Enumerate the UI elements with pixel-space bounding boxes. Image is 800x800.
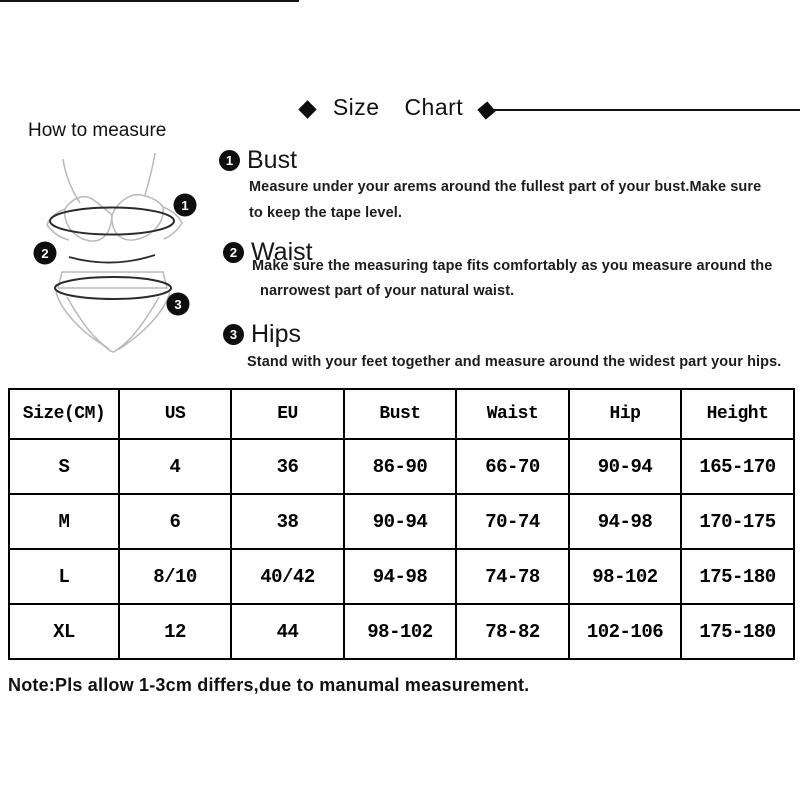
- table-cell: 6: [119, 494, 231, 549]
- table-cell: 175-180: [681, 604, 794, 659]
- diamond-ornament-left: [298, 100, 316, 118]
- section-bust-heading: [219, 146, 297, 175]
- bust-text-line1: Measure under your arems around the fullest part of your bust.Make sure: [249, 179, 762, 195]
- note-text: Note:Pls allow 1-3cm differs,due to manumal measurement.: [8, 675, 530, 695]
- section-bust-text: [249, 174, 761, 226]
- table-cell: 94-98: [344, 549, 456, 604]
- figure-badge-3-number: 3: [174, 297, 182, 312]
- table-cell: 90-94: [569, 439, 681, 494]
- waist-title: Waist: [251, 238, 313, 266]
- bikini-line-art: [47, 153, 182, 352]
- table-cell: 70-74: [456, 494, 569, 549]
- table-cell: 4: [119, 439, 231, 494]
- table-cell: 44: [231, 604, 344, 659]
- waist-text-line1: Make sure the measuring tape fits comfortably as you measure around the: [252, 258, 773, 274]
- table-cell: 74-78: [456, 549, 569, 604]
- size-table: [8, 388, 795, 660]
- table-row: [9, 604, 794, 659]
- table-cell: M: [9, 494, 119, 549]
- table-cell: 86-90: [344, 439, 456, 494]
- table-row: [9, 439, 794, 494]
- hips-text-line1: Stand with your feet together and measure around the widest part your hips.: [247, 354, 782, 370]
- table-cell: 78-82: [456, 604, 569, 659]
- table-cell: XL: [9, 604, 119, 659]
- table-header-cell: Hip: [569, 389, 681, 439]
- table-header-row: [9, 389, 794, 439]
- table-header-cell: Height: [681, 389, 794, 439]
- figure-badge-2-number: 2: [41, 246, 49, 261]
- table-cell: 40/42: [231, 549, 344, 604]
- table-cell: L: [9, 549, 119, 604]
- table-header-cell: EU: [231, 389, 344, 439]
- table-cell: 38: [231, 494, 344, 549]
- how-to-measure-heading: How to measure: [28, 120, 167, 141]
- table-cell: 94-98: [569, 494, 681, 549]
- table-cell: 98-102: [344, 604, 456, 659]
- table-cell: 8/10: [119, 549, 231, 604]
- bust-number-badge: 1: [219, 150, 240, 171]
- table-header-cell: Size(CM): [9, 389, 119, 439]
- title-rule-right: [494, 109, 800, 111]
- section-hips-text: [247, 349, 781, 375]
- page-title: Size Chart: [332, 94, 464, 120]
- table-cell: 98-102: [569, 549, 681, 604]
- table-cell: 170-175: [681, 494, 794, 549]
- figure-badge-1-number: 1: [181, 198, 189, 213]
- title-rule-left: [0, 0, 299, 2]
- table-header-cell: Bust: [344, 389, 456, 439]
- table-cell: 12: [119, 604, 231, 659]
- table-cell: 165-170: [681, 439, 794, 494]
- table-cell: 90-94: [344, 494, 456, 549]
- waist-number-badge: 2: [223, 242, 244, 263]
- hips-number-badge: 3: [223, 324, 244, 345]
- table-cell: 175-180: [681, 549, 794, 604]
- table-cell: S: [9, 439, 119, 494]
- diamond-ornament-right: [477, 101, 495, 119]
- waist-text-line2: narrowest part of your natural waist.: [260, 283, 515, 299]
- bust-text-line2: to keep the tape level.: [249, 205, 402, 221]
- table-row: [9, 549, 794, 604]
- table-cell: 102-106: [569, 604, 681, 659]
- table-cell: 66-70: [456, 439, 569, 494]
- table-header-cell: Waist: [456, 389, 569, 439]
- section-waist-text: [252, 254, 772, 304]
- table-row: [9, 494, 794, 549]
- bikini-measure-illustration: [25, 145, 225, 357]
- bust-title: Bust: [247, 146, 298, 174]
- section-hips-heading: [223, 320, 301, 349]
- table-header-cell: US: [119, 389, 231, 439]
- table-cell: 36: [231, 439, 344, 494]
- hips-title: Hips: [251, 320, 302, 348]
